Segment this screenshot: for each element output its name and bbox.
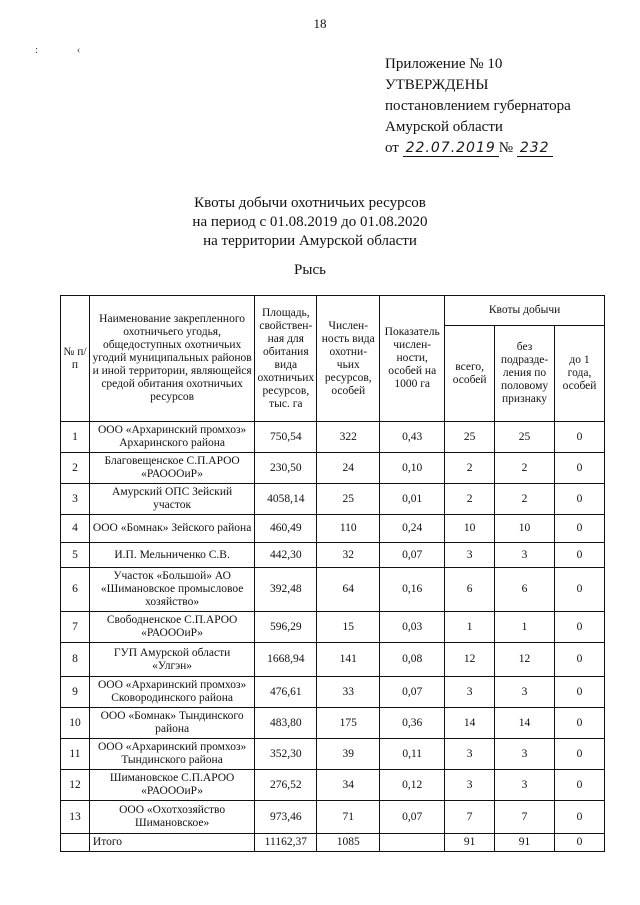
- table-row: [61, 422, 605, 453]
- cell-quota-total: 3: [445, 770, 495, 801]
- cell-area: 460,49: [255, 515, 317, 543]
- cell-population: 322: [317, 422, 380, 453]
- cell-quota-no-sex: 12: [495, 643, 555, 677]
- cell-quota-total: 7: [445, 801, 495, 834]
- cell-quota-under-one: 0: [555, 422, 605, 453]
- cell-name: ООО «Архаринский промхоз» Архаринского района: [89, 422, 254, 453]
- cell-quota-total: 2: [445, 484, 495, 515]
- cell-quota-under-one: 0: [555, 643, 605, 677]
- cell-name: Участок «Большой» АО «Шимановское промысловое хозяйство»: [89, 568, 254, 612]
- cell-population: 1085: [317, 834, 380, 852]
- cell-area: 476,61: [255, 677, 317, 708]
- cell-population: 39: [317, 739, 380, 770]
- cell-quota-no-sex: 3: [495, 543, 555, 568]
- cell-quota-under-one: 0: [555, 484, 605, 515]
- cell-population: 15: [317, 612, 380, 643]
- cell-name: И.П. Мельниченко С.В.: [89, 543, 254, 568]
- cell-name: Амурский ОПС Зейский участок: [89, 484, 254, 515]
- cell-num: [61, 834, 90, 852]
- approved-label: УТВЕРЖДЕНЫ: [385, 77, 489, 93]
- date-prefix: от: [385, 140, 399, 156]
- cell-population: 71: [317, 801, 380, 834]
- cell-density: 0,36: [380, 708, 445, 739]
- cell-quota-no-sex: 2: [495, 453, 555, 484]
- number-prefix: №: [498, 140, 514, 156]
- cell-num: 2: [61, 453, 90, 484]
- cell-num: 9: [61, 677, 90, 708]
- table-row: [61, 739, 605, 770]
- cell-density: 0,01: [380, 484, 445, 515]
- table-row: [61, 677, 605, 708]
- cell-num: 4: [61, 515, 90, 543]
- cell-quota-total: 3: [445, 739, 495, 770]
- cell-quota-total: 10: [445, 515, 495, 543]
- cell-area: 442,30: [255, 543, 317, 568]
- decree-date-field: [403, 140, 499, 157]
- page-number: 18: [313, 16, 327, 31]
- species-heading: Рысь: [294, 262, 326, 278]
- cell-density: 0,07: [380, 677, 445, 708]
- cell-num: 1: [61, 422, 90, 453]
- cell-population: 110: [317, 515, 380, 543]
- cell-quota-total: 6: [445, 568, 495, 612]
- cell-quota-total: 14: [445, 708, 495, 739]
- decree-date-line: [385, 138, 571, 159]
- cell-area: 973,46: [255, 801, 317, 834]
- cell-num: 6: [61, 568, 90, 612]
- cell-name: Свободненское С.П.АРОО «РАОООиР»: [89, 612, 254, 643]
- cell-area: 276,52: [255, 770, 317, 801]
- decree-number-handwritten: 232: [519, 140, 550, 156]
- header-quota-total: всего, особей: [445, 326, 495, 422]
- decree-number-field: [517, 140, 553, 157]
- cell-quota-no-sex: 7: [495, 801, 555, 834]
- cell-density: 0,03: [380, 612, 445, 643]
- cell-area: 1668,94: [255, 643, 317, 677]
- cell-area: 11162,37: [255, 834, 317, 852]
- title-line-2: на период с 01.08.2019 до 01.08.2020: [192, 214, 428, 230]
- header-num: № п/п: [61, 296, 90, 422]
- table-row: [61, 453, 605, 484]
- cell-quota-total: 25: [445, 422, 495, 453]
- cell-num: 13: [61, 801, 90, 834]
- cell-num: 11: [61, 739, 90, 770]
- table-row: [61, 484, 605, 515]
- cell-num: 3: [61, 484, 90, 515]
- cell-quota-under-one: 0: [555, 568, 605, 612]
- header-area: Площадь, свойствен-ная для обитания вида охотничьих ресурсов, тыс. га: [255, 296, 317, 422]
- cell-area: 352,30: [255, 739, 317, 770]
- cell-quota-no-sex: 3: [495, 770, 555, 801]
- cell-name: Благовещенское С.П.АРОО «РАОООиР»: [89, 453, 254, 484]
- header-quota-group: Квоты добычи: [445, 296, 605, 326]
- cell-quota-no-sex: 3: [495, 677, 555, 708]
- decree-date-handwritten: 22.07.2019: [405, 140, 496, 156]
- cell-quota-no-sex: 2: [495, 484, 555, 515]
- cell-name: ООО «Архаринский промхоз» Тындинского района: [89, 739, 254, 770]
- cell-area: 4058,14: [255, 484, 317, 515]
- cell-area: 392,48: [255, 568, 317, 612]
- cell-quota-under-one: 0: [555, 834, 605, 852]
- cell-density: 0,08: [380, 643, 445, 677]
- cell-quota-no-sex: 14: [495, 708, 555, 739]
- cell-name: ООО «Бомнак» Зейского района: [89, 515, 254, 543]
- cell-area: 596,29: [255, 612, 317, 643]
- cell-density: 0,24: [380, 515, 445, 543]
- cell-density: 0,07: [380, 543, 445, 568]
- cell-name: ГУП Амурской области «Улгэн»: [89, 643, 254, 677]
- cell-name: ООО «Архаринский промхоз» Сковородинского района: [89, 677, 254, 708]
- cell-population: 175: [317, 708, 380, 739]
- cell-name: Шимановское С.П.АРОО «РАОООиР»: [89, 770, 254, 801]
- cell-name: Итого: [89, 834, 254, 852]
- cell-area: 483,80: [255, 708, 317, 739]
- cell-density: 0,11: [380, 739, 445, 770]
- cell-num: 10: [61, 708, 90, 739]
- table-row: [61, 543, 605, 568]
- cell-population: 32: [317, 543, 380, 568]
- cell-quota-under-one: 0: [555, 453, 605, 484]
- cell-quota-under-one: 0: [555, 515, 605, 543]
- cell-population: 25: [317, 484, 380, 515]
- table-row: [61, 643, 605, 677]
- cell-quota-total: 12: [445, 643, 495, 677]
- cell-quota-no-sex: 3: [495, 739, 555, 770]
- cell-num: 12: [61, 770, 90, 801]
- region-label: Амурской области: [385, 119, 503, 135]
- cell-area: 230,50: [255, 453, 317, 484]
- cell-quota-total: 1: [445, 612, 495, 643]
- cell-quota-no-sex: 91: [495, 834, 555, 852]
- cell-quota-under-one: 0: [555, 770, 605, 801]
- decree-label: постановлением губернатора: [385, 98, 571, 114]
- cell-density: 0,07: [380, 801, 445, 834]
- cell-quota-under-one: 0: [555, 739, 605, 770]
- cell-quota-total: 3: [445, 677, 495, 708]
- cell-quota-no-sex: 6: [495, 568, 555, 612]
- cell-density: 0,16: [380, 568, 445, 612]
- cell-quota-total: 2: [445, 453, 495, 484]
- title-line-3: на территории Амурской области: [203, 233, 417, 249]
- table-row: [61, 708, 605, 739]
- cell-quota-no-sex: 10: [495, 515, 555, 543]
- cell-num: 7: [61, 612, 90, 643]
- cell-density: 0,10: [380, 453, 445, 484]
- table-row: [61, 770, 605, 801]
- cell-population: 33: [317, 677, 380, 708]
- header-quota-under-one: до 1 года, особей: [555, 326, 605, 422]
- cell-name: ООО «Бомнак» Тындинского района: [89, 708, 254, 739]
- cell-num: 8: [61, 643, 90, 677]
- header-population: Числен-ность вида охотни-чьих ресурсов, особей: [317, 296, 380, 422]
- cell-density: [380, 834, 445, 852]
- appendix-label: Приложение № 10: [385, 56, 503, 72]
- cell-quota-no-sex: 1: [495, 612, 555, 643]
- cell-quota-no-sex: 25: [495, 422, 555, 453]
- document-title: [0, 194, 620, 251]
- table-row: [61, 612, 605, 643]
- cell-quota-under-one: 0: [555, 801, 605, 834]
- cell-quota-under-one: 0: [555, 543, 605, 568]
- cell-area: 750,54: [255, 422, 317, 453]
- cell-num: 5: [61, 543, 90, 568]
- header-name: Наименование закрепленного охотничьего угодья, общедоступных охотничьих угодий муниципальных районов и иной территории, являющейся средой обитания охотничьих ресурсов: [89, 296, 254, 422]
- header-quota-no-sex: без подразде-ления по половому признаку: [495, 326, 555, 422]
- approval-block: [385, 54, 571, 159]
- table-row: [61, 801, 605, 834]
- cell-density: 0,12: [380, 770, 445, 801]
- title-line-1: Квоты добычи охотничьих ресурсов: [194, 195, 426, 211]
- cell-population: 34: [317, 770, 380, 801]
- cell-population: 64: [317, 568, 380, 612]
- cell-quota-under-one: 0: [555, 612, 605, 643]
- table-row: [61, 515, 605, 543]
- header-density: Показатель числен-ности, особей на 1000 га: [380, 296, 445, 422]
- cell-quota-under-one: 0: [555, 708, 605, 739]
- table-row: [61, 568, 605, 612]
- margin-marks: : ‹: [35, 44, 99, 56]
- total-row: [61, 834, 605, 852]
- cell-density: 0,43: [380, 422, 445, 453]
- cell-quota-total: 3: [445, 543, 495, 568]
- cell-quota-total: 91: [445, 834, 495, 852]
- quota-table: [60, 295, 605, 852]
- cell-population: 141: [317, 643, 380, 677]
- cell-name: ООО «Охотхозяйство Шимановское»: [89, 801, 254, 834]
- cell-quota-under-one: 0: [555, 677, 605, 708]
- cell-population: 24: [317, 453, 380, 484]
